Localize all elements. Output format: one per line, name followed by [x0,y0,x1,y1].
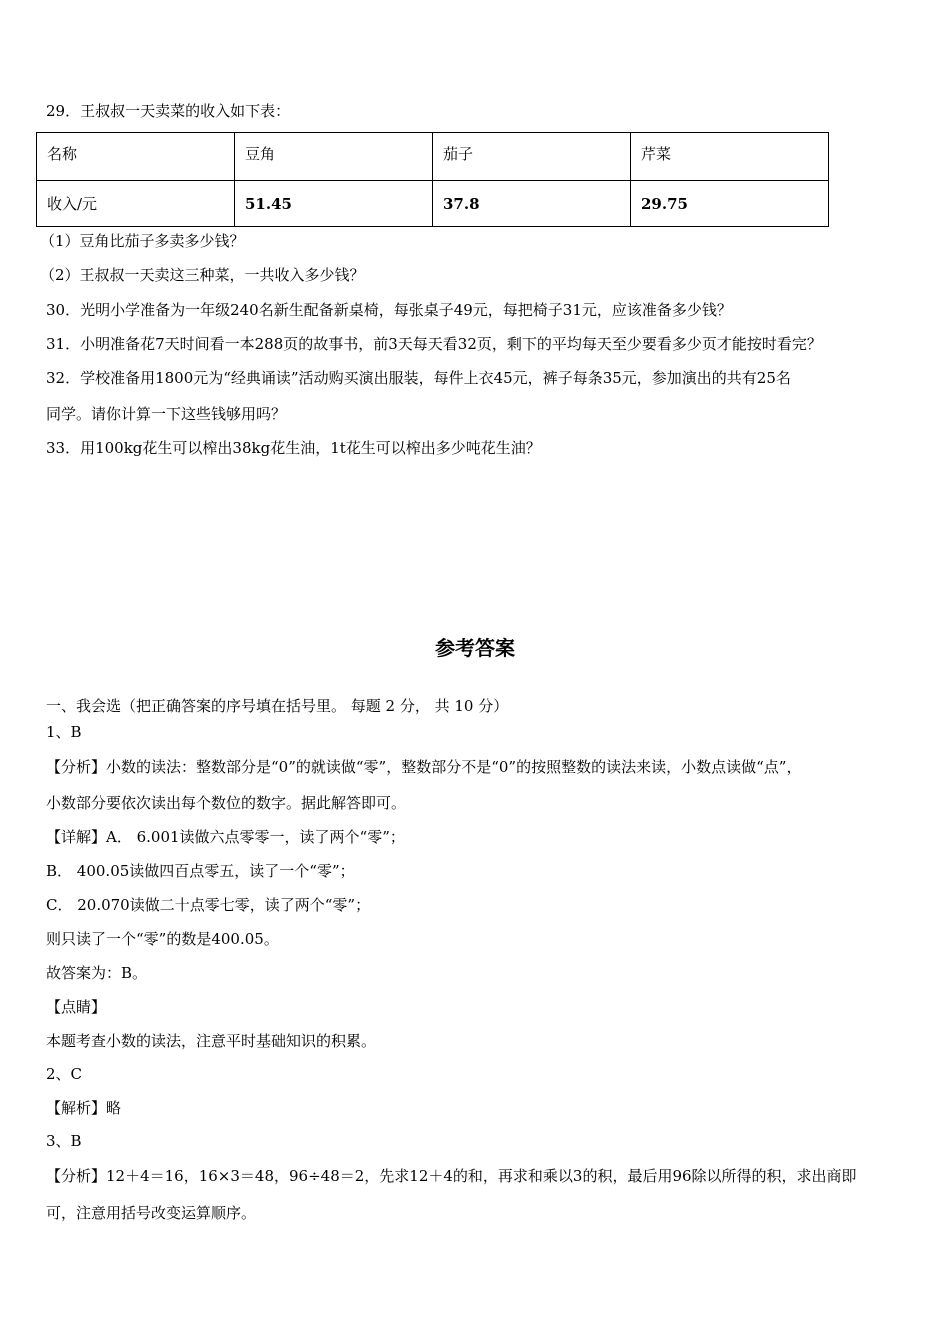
answer-1-detail-4: 则只读了一个“零”的数是400.05。 [46,930,279,948]
table-cell: 芹菜 [631,133,829,181]
table-cell: 29.75 [631,181,829,227]
q32-line2: 同学。请你计算一下这些钱够用吗？ [46,405,287,423]
q29-prompt: 29．王叔叔一天卖菜的收入如下表： [46,102,291,120]
income-table [36,132,829,227]
answer-3-analysis-2: 可，注意用括号改变运算顺序。 [46,1204,257,1222]
section-heading: 一、我会选（把正确答案的序号填在括号里。 每题 2 分， 共 10 分） [46,697,509,715]
q30: 30．光明小学准备为一年级240名新生配备新桌椅，每张桌子49元，每把椅子31元，应该准备多少钱？ [46,301,732,319]
table-cell: 37.8 [433,181,631,227]
table-cell: 豆角 [235,133,433,181]
answer-2-label: 2、C [46,1065,83,1083]
answer-1-analysis-2: 小数部分要依次读出每个数位的数字。据此解答即可。 [46,794,407,812]
q31: 31．小明准备花7天时间看一本288页的故事书，前3天每天看32页，剩下的平均每天至少要看多少页才能按时看完？ [46,335,822,353]
answer-3-label: 3、B [46,1132,82,1150]
answers-title: 参考答案 [435,636,515,660]
table-cell: 51.45 [235,181,433,227]
answer-1-label: 1、B [46,723,82,741]
answer-1-detail-2: B． 400.05读做四百点零五，读了一个“零”； [46,862,355,880]
table-cell: 名称 [37,133,235,181]
answer-1-tip-heading: 【点睛】 [46,998,107,1016]
answer-3-analysis-1: 【分析】12＋4＝16，16×3＝48，96÷48＝2，先求12＋4的和，再求和乘以3的积，最后用96除以所得的积，求出商即 [46,1167,857,1185]
q33: 33．用100kg花生可以榨出38kg花生油，1t花生可以榨出多少吨花生油？ [46,439,541,457]
answer-2-analysis: 【解析】略 [46,1099,122,1117]
table-cell: 茄子 [433,133,631,181]
answer-1-tip: 本题考查小数的读法，注意平时基础知识的积累。 [46,1032,377,1050]
table-cell: 收入/元 [37,181,235,227]
answer-1-conclusion: 故答案为：B。 [46,964,148,982]
q32-line1: 32．学校准备用1800元为“经典诵读”活动购买演出服装，每件上衣45元，裤子每条35元，参加演出的共有25名 [46,369,791,387]
answer-1-detail-3: C． 20.070读做二十点零七零，读了两个“零”； [46,896,371,914]
table-row [37,181,829,227]
answer-1-detail-1: 【详解】A． 6.001读做六点零零一，读了两个“零”； [46,828,405,846]
q29-sub2: （2）王叔叔一天卖这三种菜，一共收入多少钱？ [40,266,365,284]
answer-1-analysis-1: 【分析】小数的读法：整数部分是“0”的就读做“零”，整数部分不是“0”的按照整数的读法来读，小数点读做“点”， [46,758,802,776]
table-header-row [37,133,829,181]
q29-sub1: （1）豆角比茄子多卖多少钱？ [40,232,245,250]
